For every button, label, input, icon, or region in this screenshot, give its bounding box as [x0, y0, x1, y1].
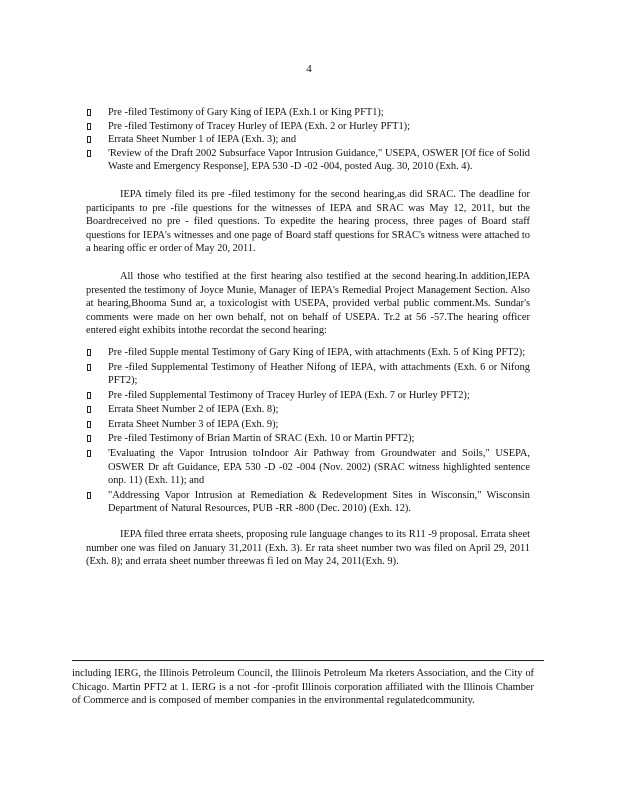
list-item: 'Evaluating the Vapor Intrusion toIndoor Air Pathway from Groundwater and Soils," USEPA, OSWER Dr aft Guidance, EPA 530 -D -02 -004 (Nov. 2002) (SRAC witness highlighted sentence onp. 11) (Exh. 11); and	[86, 447, 530, 488]
paragraph-second-hearing: All those who testified at the first hearing also testified at the second hearing.In addition,IEPA presented the testimony of Joyce Munie, Manager of IEPA's Remedial Project Management Section. Also at hearing,Bhooma Sund ar, a toxicologist with USEPA, provided verbal public comment.Ms. Sundar's comments were made on her own behalf, not on behalf of USEPA. Tr.2 at 56 -57.The hearing officer entered eight exhibits intothe recordat the second hearing:	[86, 270, 530, 337]
list-item: 'Review of the Draft 2002 Subsurface Vapor Intrusion Guidance," USEPA, OSWER [Of fice of Solid Waste and Emergency Response], EPA 530 -D -02 -004, posted Aug. 30, 2010 (Exh. 4).	[86, 147, 530, 174]
bullet-box-icon	[87, 421, 91, 428]
list-item: Pre -filed Supplemental Testimony of Heather Nifong of IEPA, with attachments (Exh. 6 or Nifong PFT2);	[86, 361, 530, 388]
list-item: Errata Sheet Number 1 of IEPA (Exh. 3); and	[86, 133, 530, 147]
list-item: Pre -filed Testimony of Gary King of IEPA (Exh.1 or King PFT1);	[86, 106, 530, 120]
bullet-box-icon	[87, 392, 91, 399]
bullet-box-icon	[87, 435, 91, 442]
bullet-box-icon	[87, 450, 91, 457]
page-number: 4	[306, 63, 312, 75]
bullet-box-icon	[87, 349, 91, 356]
exhibit-list-first-hearing	[86, 106, 530, 174]
list-item: Pre -filed Supple mental Testimony of Gary King of IEPA, with attachments (Exh. 5 of King PFT2);	[86, 346, 530, 360]
list-item: Errata Sheet Number 3 of IEPA (Exh. 9);	[86, 418, 530, 432]
bullet-box-icon	[87, 123, 91, 130]
paragraph-errata-sheets: IEPA filed three errata sheets, proposing rule language changes to its R11 -9 proposal. Errata sheet number one was filed on January 31,2011 (Exh. 3). Er rata sheet number two was filed on April 29, 2011 (Exh. 8); and errata sheet number threewas fi led on May 24, 2011(Exh. 9).	[86, 529, 530, 568]
list-item: Errata Sheet Number 2 of IEPA (Exh. 8);	[86, 403, 530, 417]
bullet-box-icon	[87, 406, 91, 413]
list-item: Pre -filed Supplemental Testimony of Tracey Hurley of IEPA (Exh. 7 or Hurley PFT2);	[86, 389, 530, 403]
page-body	[86, 106, 530, 569]
bullet-box-icon	[87, 109, 91, 116]
bullet-box-icon	[87, 364, 91, 371]
exhibit-list-second-hearing	[86, 346, 530, 516]
list-item: Pre -filed Testimony of Brian Martin of SRAC (Exh. 10 or Martin PFT2);	[86, 432, 530, 446]
list-item: Pre -filed Testimony of Tracey Hurley of IEPA (Exh. 2 or Hurley PFT1);	[86, 120, 530, 134]
bullet-box-icon	[87, 492, 91, 499]
paragraph-prefiled-testimony: IEPA timely filed its pre -filed testimony for the second hearing,as did SRAC. The deadline for participants to pre -file questions for the witnesses of IEPA and SRAC was May 12, 2011, but the Boardreceived no pre - filed questions. To expedite the hearing process, three pages of Board staff questions for IEPA's witnesses and one page of Board staff questions for SRAC's witness were attached to a hearing offic er order of May 20, 2011.	[86, 188, 530, 255]
list-item: "Addressing Vapor Intrusion at Remediation & Redevelopment Sites in Wisconsin," Wisconsin Department of Natural Resources, PUB -RR -800 (Dec. 2010) (Exh. 12).	[86, 489, 530, 516]
bullet-box-icon	[87, 136, 91, 143]
footnote: including IERG, the Illinois Petroleum Council, the Illinois Petroleum Ma rketers Association, and the City of Chicago. Martin PFT2 at 1. IERG is a not -for -profit Illinois corporation affiliated with the Illinois Chamber of Commerce and is composed of member companies in the environmental regulatedcommunity.	[72, 668, 534, 707]
footnote-divider	[72, 660, 544, 661]
bullet-box-icon	[87, 150, 91, 157]
